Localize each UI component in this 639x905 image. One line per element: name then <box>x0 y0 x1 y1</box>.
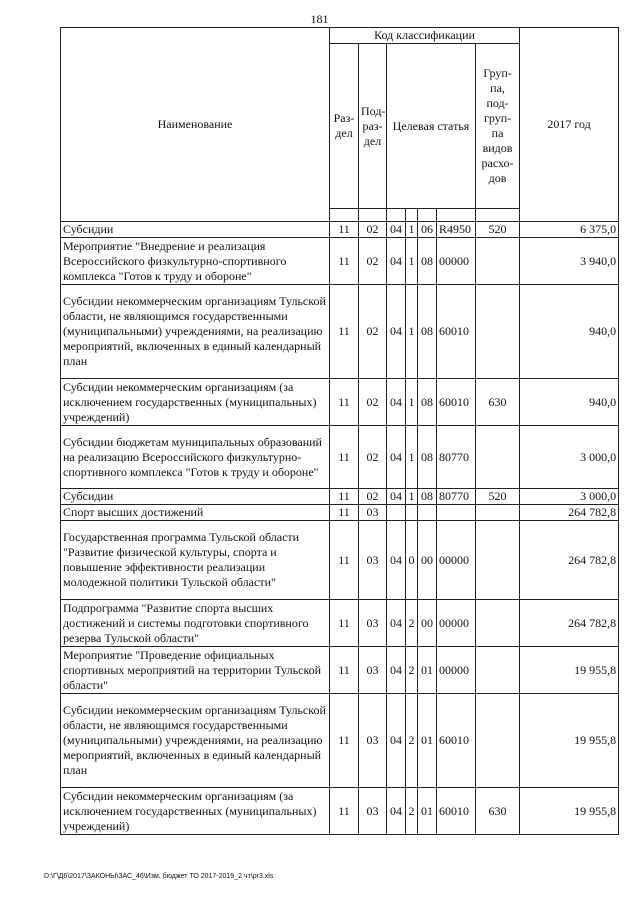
expense-group-cell <box>476 600 520 647</box>
table-row <box>61 505 619 521</box>
razdel-cell: 11 <box>330 521 359 600</box>
amount-cell: 19 955,8 <box>520 788 619 835</box>
row-name-cell: Субсидии некоммерческим организациям Тульской области, не являющимся государственными (муниципальными) учреждениями, на реализацию мероприятий, включенных в единый календарный план <box>61 694 330 788</box>
target-article-part1-cell: 04 <box>387 521 406 600</box>
amount-cell: 940,0 <box>520 379 619 426</box>
target-article-part4-cell: 00000 <box>437 600 476 647</box>
target-article-part2-cell: 0 <box>406 521 418 600</box>
spacer-cell <box>406 209 418 222</box>
target-article-part4-cell: 60010 <box>437 285 476 379</box>
target-article-part2-cell: 1 <box>406 222 418 238</box>
header-group-line: па, <box>490 81 505 95</box>
table-row <box>61 788 619 835</box>
row-name-cell: Субсидии некоммерческим организациям (за исключением государственных (муниципальных) учреждений) <box>61 379 330 426</box>
expense-group-cell <box>476 647 520 694</box>
amount-cell: 264 782,8 <box>520 505 619 521</box>
razdel-cell: 11 <box>330 505 359 521</box>
target-article-part2-cell: 1 <box>406 489 418 505</box>
row-name-cell: Мероприятие "Проведение официальных спортивных мероприятий на территории Тульской области" <box>61 647 330 694</box>
amount-cell: 940,0 <box>520 285 619 379</box>
header-razdel-line: Раз- <box>333 111 355 125</box>
header-group-line: расхо- <box>481 156 514 170</box>
header-year: 2017 год <box>520 28 619 222</box>
header-group-line: Груп- <box>483 66 512 80</box>
podrazdel-cell: 03 <box>359 694 387 788</box>
target-article-part3-cell: 00 <box>418 521 437 600</box>
header-group-line: дов <box>488 171 507 185</box>
target-article-part1-cell: 04 <box>387 694 406 788</box>
expense-group-cell <box>476 238 520 285</box>
razdel-cell: 11 <box>330 788 359 835</box>
row-name-cell: Спорт высших достижений <box>61 505 330 521</box>
razdel-cell: 11 <box>330 694 359 788</box>
target-article-part4-cell: 00000 <box>437 238 476 285</box>
row-name-cell: Субсидии бюджетам муниципальных образований на реализацию Всероссийского физкультурно-спортивного комплекса "Готов к труду и обороне" <box>61 426 330 489</box>
row-name-cell: Подпрограмма "Развитие спорта высших достижений и системы подготовки спортивного резерва Тульской области" <box>61 600 330 647</box>
expense-group-cell <box>476 694 520 788</box>
target-article-part1-cell: 04 <box>387 238 406 285</box>
row-name-cell: Субсидии некоммерческим организациям Тульской области, не являющимся государственными (муниципальными) учреждениями, на реализацию мероприятий, включенных в единый календарный план <box>61 285 330 379</box>
table-row <box>61 426 619 489</box>
target-article-part4-cell <box>437 505 476 521</box>
table-row <box>61 238 619 285</box>
razdel-cell: 11 <box>330 222 359 238</box>
header-razdel <box>330 44 359 209</box>
podrazdel-cell: 02 <box>359 379 387 426</box>
target-article-part3-cell: 00 <box>418 600 437 647</box>
target-article-part1-cell: 04 <box>387 788 406 835</box>
target-article-part3-cell <box>418 505 437 521</box>
expense-group-cell: 520 <box>476 489 520 505</box>
amount-cell: 6 375,0 <box>520 222 619 238</box>
podrazdel-cell: 03 <box>359 600 387 647</box>
target-article-part3-cell: 08 <box>418 379 437 426</box>
target-article-part1-cell <box>387 505 406 521</box>
amount-cell: 264 782,8 <box>520 521 619 600</box>
expense-group-cell: 630 <box>476 788 520 835</box>
razdel-cell: 11 <box>330 238 359 285</box>
target-article-part1-cell: 04 <box>387 426 406 489</box>
spacer-cell <box>330 209 359 222</box>
header-group <box>476 44 520 209</box>
header-target-article: Целевая статья <box>387 44 476 209</box>
header-name: Наименование <box>61 28 330 222</box>
target-article-part2-cell <box>406 505 418 521</box>
amount-cell: 19 955,8 <box>520 694 619 788</box>
razdel-cell: 11 <box>330 379 359 426</box>
target-article-part1-cell: 04 <box>387 222 406 238</box>
row-name-cell: Государственная программа Тульской области "Развитие физической культуры, спорта и повышение эффективности реализации молодежной политики Тульской области" <box>61 521 330 600</box>
podrazdel-cell: 03 <box>359 788 387 835</box>
row-name-cell: Субсидии некоммерческим организациям (за исключением государственных (муниципальных) учреждений) <box>61 788 330 835</box>
razdel-cell: 11 <box>330 489 359 505</box>
target-article-part2-cell: 2 <box>406 694 418 788</box>
target-article-part4-cell: R4950 <box>437 222 476 238</box>
expense-group-cell <box>476 521 520 600</box>
target-article-part4-cell: 60010 <box>437 379 476 426</box>
razdel-cell: 11 <box>330 647 359 694</box>
target-article-part4-cell: 80770 <box>437 426 476 489</box>
expense-group-cell: 630 <box>476 379 520 426</box>
header-code-classification: Код классификации <box>330 28 520 44</box>
spacer-cell <box>359 209 387 222</box>
target-article-part1-cell: 04 <box>387 285 406 379</box>
target-article-part3-cell: 08 <box>418 238 437 285</box>
header-row-1 <box>61 28 619 44</box>
target-article-part1-cell: 04 <box>387 600 406 647</box>
target-article-part3-cell: 01 <box>418 647 437 694</box>
header-group-line: видов <box>482 141 513 155</box>
podrazdel-cell: 03 <box>359 521 387 600</box>
header-podrazdel-line: дел <box>363 133 382 148</box>
amount-cell: 264 782,8 <box>520 600 619 647</box>
podrazdel-cell: 03 <box>359 505 387 521</box>
table-row <box>61 379 619 426</box>
header-podrazdel-line: Под- <box>361 103 386 118</box>
expense-group-cell <box>476 426 520 489</box>
row-name-cell: Мероприятие "Внедрение и реализация Всероссийского физкультурно-спортивного комплекса "Готов к труду и обороне" <box>61 238 330 285</box>
podrazdel-cell: 02 <box>359 426 387 489</box>
target-article-part3-cell: 08 <box>418 489 437 505</box>
spacer-cell <box>476 209 520 222</box>
target-article-part3-cell: 06 <box>418 222 437 238</box>
target-article-part2-cell: 1 <box>406 426 418 489</box>
row-name-cell: Субсидии <box>61 489 330 505</box>
budget-table <box>60 27 619 835</box>
header-group-line: па <box>491 126 504 140</box>
target-article-part1-cell: 04 <box>387 647 406 694</box>
target-article-part2-cell: 1 <box>406 285 418 379</box>
amount-cell: 3 000,0 <box>520 426 619 489</box>
amount-cell: 3 000,0 <box>520 489 619 505</box>
table-row <box>61 600 619 647</box>
target-article-part1-cell: 04 <box>387 379 406 426</box>
target-article-part4-cell: 60010 <box>437 694 476 788</box>
header-podrazdel-line: раз- <box>362 118 383 133</box>
table-row <box>61 647 619 694</box>
table-row <box>61 694 619 788</box>
page-number: 181 <box>310 12 329 26</box>
table-row <box>61 489 619 505</box>
target-article-part2-cell: 1 <box>406 379 418 426</box>
spacer-cell <box>387 209 406 222</box>
razdel-cell: 11 <box>330 426 359 489</box>
row-name-cell: Субсидии <box>61 222 330 238</box>
target-article-part3-cell: 01 <box>418 694 437 788</box>
spacer-cell <box>437 209 476 222</box>
podrazdel-cell: 03 <box>359 647 387 694</box>
podrazdel-cell: 02 <box>359 222 387 238</box>
target-article-part4-cell: 60010 <box>437 788 476 835</box>
table-row <box>61 521 619 600</box>
amount-cell: 3 940,0 <box>520 238 619 285</box>
target-article-part4-cell: 00000 <box>437 521 476 600</box>
target-article-part1-cell: 04 <box>387 489 406 505</box>
expense-group-cell <box>476 285 520 379</box>
target-article-part4-cell: 80770 <box>437 489 476 505</box>
podrazdel-cell: 02 <box>359 489 387 505</box>
target-article-part2-cell: 1 <box>406 238 418 285</box>
podrazdel-cell: 02 <box>359 285 387 379</box>
header-group-line: груп- <box>483 111 512 125</box>
target-article-part3-cell: 01 <box>418 788 437 835</box>
target-article-part2-cell: 2 <box>406 647 418 694</box>
expense-group-cell <box>476 505 520 521</box>
razdel-cell: 11 <box>330 600 359 647</box>
target-article-part2-cell: 2 <box>406 788 418 835</box>
table-row <box>61 222 619 238</box>
razdel-cell: 11 <box>330 285 359 379</box>
expense-group-cell: 520 <box>476 222 520 238</box>
spacer-cell <box>418 209 437 222</box>
target-article-part2-cell: 2 <box>406 600 418 647</box>
header-razdel-line: дел <box>335 126 353 140</box>
target-article-part3-cell: 08 <box>418 426 437 489</box>
header-group-line: под- <box>486 96 509 110</box>
podrazdel-cell: 02 <box>359 238 387 285</box>
header-podrazdel <box>359 44 387 209</box>
target-article-part4-cell: 00000 <box>437 647 476 694</box>
table-row <box>61 285 619 379</box>
file-path-footer: D:\Г\Д6\2017\ЗАКОНЫ\ЗАС_46\Изм. бюджет ТО 2017-2019_2 чт\pr3.xls <box>44 873 274 880</box>
amount-cell: 19 955,8 <box>520 647 619 694</box>
target-article-part3-cell: 08 <box>418 285 437 379</box>
